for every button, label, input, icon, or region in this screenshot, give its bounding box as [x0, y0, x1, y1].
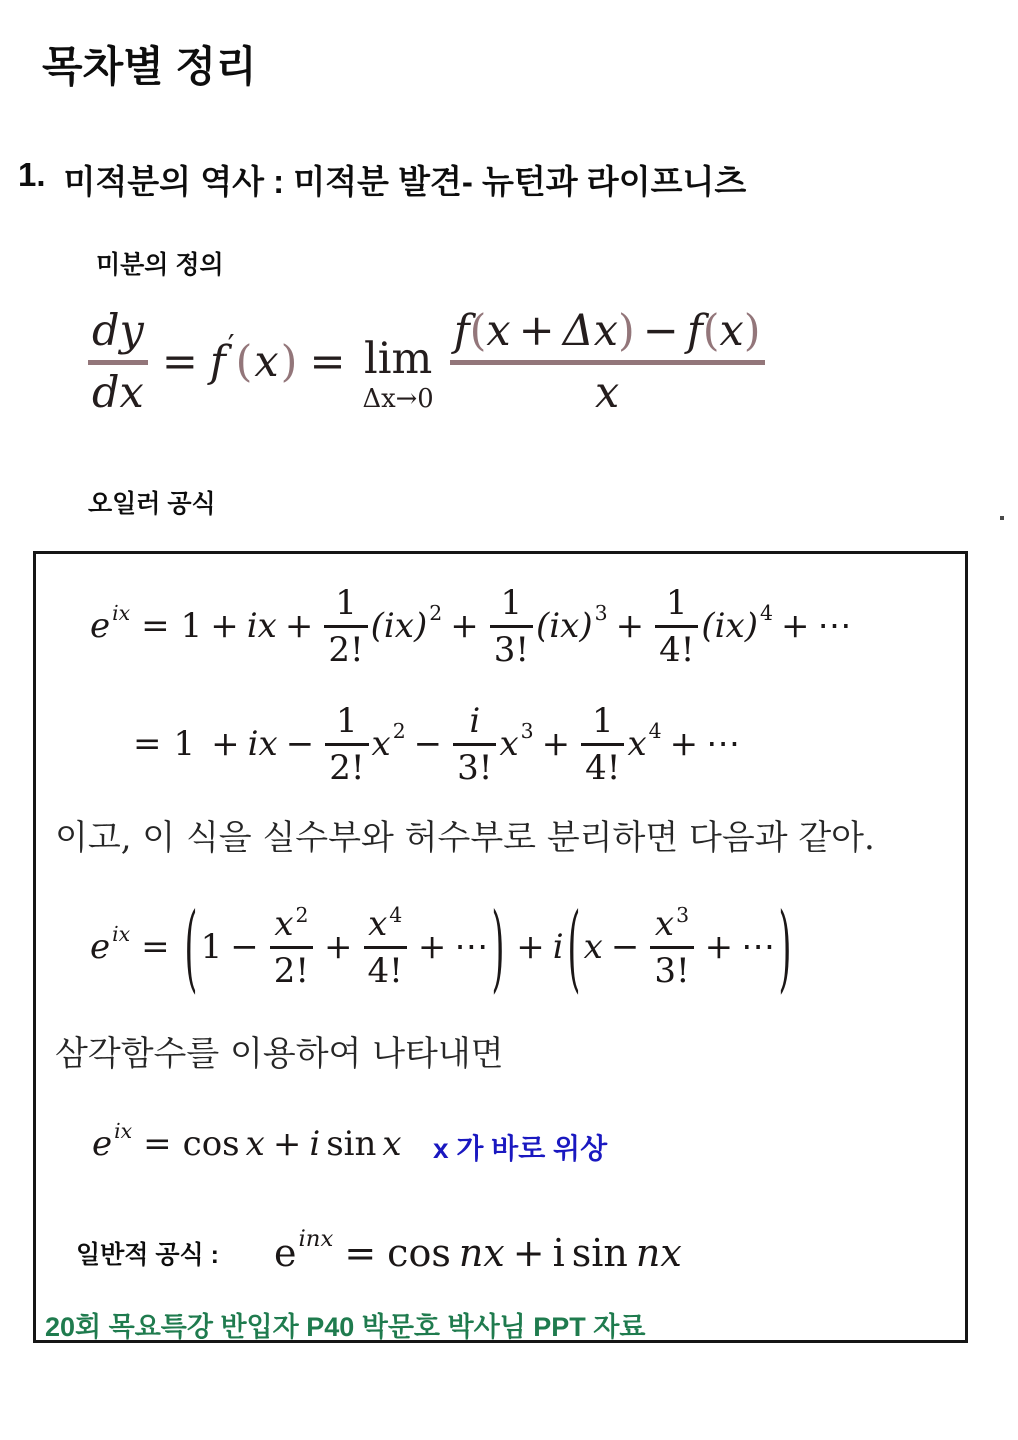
math-token: e: [90, 606, 111, 646]
math-token: dx: [92, 367, 144, 418]
math-token: +: [615, 606, 645, 646]
math-token: ⋯: [817, 606, 852, 646]
math-token: +: [704, 927, 734, 967]
limit-operator: [362, 333, 434, 414]
section-heading: [18, 156, 746, 203]
math-token: 1: [180, 606, 203, 646]
fraction-bar: [325, 743, 368, 746]
math-token: 3!: [654, 950, 690, 991]
math-token: 1: [173, 724, 196, 764]
math-token: 1: [500, 582, 523, 623]
math-token: =: [161, 337, 198, 387]
math-token: −: [413, 724, 443, 764]
math-token: i: [552, 1231, 565, 1275]
euler-separated-formula: e ix = ( 1 − $\frac{x^2}{2!}$ + $\frac{x^4}{4!}$ + ⋯ ) + i ( x − $\frac{x^3}{3!}$ + ⋯ ): [90, 891, 792, 1003]
math-token: −: [230, 927, 259, 967]
fraction-bar: [364, 946, 407, 949]
math-token: +: [780, 606, 810, 646]
math-token: (ix): [701, 606, 758, 646]
math-token: f: [453, 305, 470, 356]
math-token: i: [552, 927, 564, 967]
math-token: x: [499, 724, 519, 764]
math-token: =: [141, 606, 170, 646]
math-token: ⋯: [454, 927, 489, 967]
math-token: (: [235, 337, 253, 387]
math-token: cos: [387, 1231, 451, 1275]
math-token: ix: [246, 606, 277, 646]
math-token: x: [719, 305, 744, 356]
math-token: x: [627, 724, 647, 764]
fraction: [650, 902, 693, 991]
math-token: e: [273, 1231, 297, 1275]
math-token: x: [254, 337, 279, 387]
math-token: nx: [458, 1231, 505, 1275]
math-token: 1: [336, 700, 358, 741]
fraction: [581, 700, 624, 788]
math-token: +: [516, 927, 545, 967]
math-token: +: [450, 606, 479, 646]
math-token: ): [280, 337, 298, 387]
fraction: [270, 902, 313, 991]
math-token: $x^3$: [654, 902, 690, 944]
fraction-numerator: [450, 305, 765, 356]
fraction: [655, 582, 698, 670]
math-token: i: [469, 700, 481, 741]
fraction-bar: [324, 625, 367, 628]
phase-note: x 가 바로 위상: [433, 1133, 608, 1164]
math-token: i: [309, 1124, 321, 1164]
general-euler-formula: e inx = cos nx + i sin nx: [273, 1225, 682, 1275]
fraction-bar: [650, 946, 693, 949]
math-token: =: [133, 724, 162, 764]
math-token: 1: [200, 927, 223, 967]
fraction: [364, 902, 407, 991]
label-derivative-definition: 미분의 정의: [96, 251, 224, 279]
math-token: +: [324, 927, 353, 967]
euler-identity-formula: e ix = cos x + i sin x: [92, 1119, 402, 1164]
math-token: 4!: [585, 747, 621, 788]
math-token: 4!: [659, 629, 695, 670]
fraction-bar: [655, 625, 698, 628]
math-token: +: [417, 927, 447, 967]
math-token: 4!: [367, 950, 403, 991]
math-token: +: [210, 606, 239, 646]
math-token: $x^2$: [274, 902, 309, 944]
math-token: (: [469, 305, 487, 356]
math-token: +: [284, 606, 314, 646]
math-token: cos: [182, 1124, 240, 1164]
math-token: x: [371, 724, 391, 764]
right-parenthesis: ): [778, 891, 792, 1003]
math-token: (ix): [370, 606, 428, 646]
math-token: 1: [591, 700, 614, 741]
fraction-bar: [450, 360, 765, 365]
math-token: (: [702, 305, 720, 356]
difference-quotient-fraction: [450, 305, 765, 418]
math-token: =: [309, 337, 346, 387]
math-token: x: [382, 1124, 402, 1164]
label-general-formula: 일반적 공식 :: [76, 1241, 219, 1269]
fraction: [490, 582, 533, 670]
math-token: =: [143, 1124, 172, 1164]
sentence-split-real-imaginary: 이고, 이 식을 실수부와 허수부로 분리하면 다음과 같아.: [55, 818, 875, 858]
derivative-formula: dy dx = f ′ ( x ) = lim Δx→0 f(x + Δx) − f(x) x: [85, 298, 768, 426]
math-token: lim: [363, 333, 433, 384]
fraction-denominator: x: [595, 367, 620, 418]
math-token: =: [141, 927, 170, 967]
math-token: 3!: [493, 629, 530, 670]
math-token: ): [743, 305, 761, 356]
math-token: ⋯: [706, 724, 741, 764]
math-token: 1: [335, 582, 357, 623]
euler-series-formula-1: e ix = 1 + ix + $\frac{1}{2!}$ (ix) 2 + $\frac{1}{3!}$ (ix) 3 + $\frac{1}{4!}$ (ix) 4 + ⋯: [90, 582, 852, 670]
fraction-bar: [581, 743, 624, 746]
math-token: ⋯: [741, 927, 776, 967]
fraction: [324, 582, 367, 670]
math-token: +: [669, 724, 699, 764]
math-token: f: [686, 305, 703, 356]
euler-series-formula-2: = 1 + ix − $\frac{1}{2!}$ x 2 − $\frac{i}{3!}$ x 3 + $\frac{1}{4!}$ x 4 + ⋯: [133, 700, 741, 788]
math-token: −: [610, 927, 640, 967]
sentence-trig-representation: 삼각함수를 이용하여 나타내면: [55, 1034, 504, 1074]
math-token: +: [272, 1124, 302, 1164]
math-token: ): [618, 305, 635, 356]
math-token: +: [211, 724, 240, 764]
math-token: f: [209, 337, 226, 387]
fraction-bar: [453, 743, 496, 746]
math-token: 3!: [457, 747, 493, 788]
label-euler-formula: 오일러 공식: [88, 490, 216, 518]
stray-mark: [1000, 516, 1004, 520]
math-token: 2!: [273, 950, 310, 991]
math-token: (ix): [536, 606, 593, 646]
math-token: $x^4$: [368, 902, 403, 944]
fraction-bar: [490, 625, 533, 628]
math-token: e: [90, 927, 111, 967]
left-parenthesis: (: [567, 891, 581, 1003]
math-token: x: [245, 1124, 265, 1164]
right-parenthesis: ): [491, 891, 505, 1003]
math-token: x: [486, 305, 511, 356]
math-token: dy: [92, 305, 144, 356]
math-token: −: [285, 724, 315, 764]
fraction: [325, 700, 368, 788]
math-token: =: [344, 1231, 377, 1275]
math-token: e: [92, 1124, 113, 1164]
math-token: −: [642, 305, 679, 356]
page-title: 목차별 정리: [42, 43, 257, 90]
math-token: +: [512, 1231, 545, 1275]
math-token: x: [583, 927, 603, 967]
math-token: 1: [665, 582, 688, 623]
math-token: nx: [635, 1231, 682, 1275]
left-parenthesis: (: [184, 891, 198, 1003]
math-token: sin: [326, 1124, 377, 1164]
math-token: Δx: [562, 305, 619, 356]
section-number: 1.: [18, 156, 46, 193]
source-caption: 20회 목요특강 반입자 P40 박문호 박사님 PPT 자료: [45, 1312, 646, 1342]
section-title: 미적분의 역사 : 미적분 발견- 뉴턴과 라이프니츠: [63, 163, 747, 200]
general-formula-row: [76, 1222, 682, 1284]
math-token: +: [541, 724, 571, 764]
math-token: +: [518, 305, 555, 356]
fraction-bar: [88, 360, 148, 365]
limit-subscript: Δx→0: [362, 383, 434, 414]
math-token: 2!: [328, 629, 364, 670]
math-token: sin: [571, 1231, 628, 1275]
math-token: ix: [247, 724, 278, 764]
fraction: [453, 700, 496, 788]
fraction-bar: [270, 946, 313, 949]
math-token: 2!: [329, 747, 365, 788]
fraction-dy-dx: [88, 305, 148, 418]
